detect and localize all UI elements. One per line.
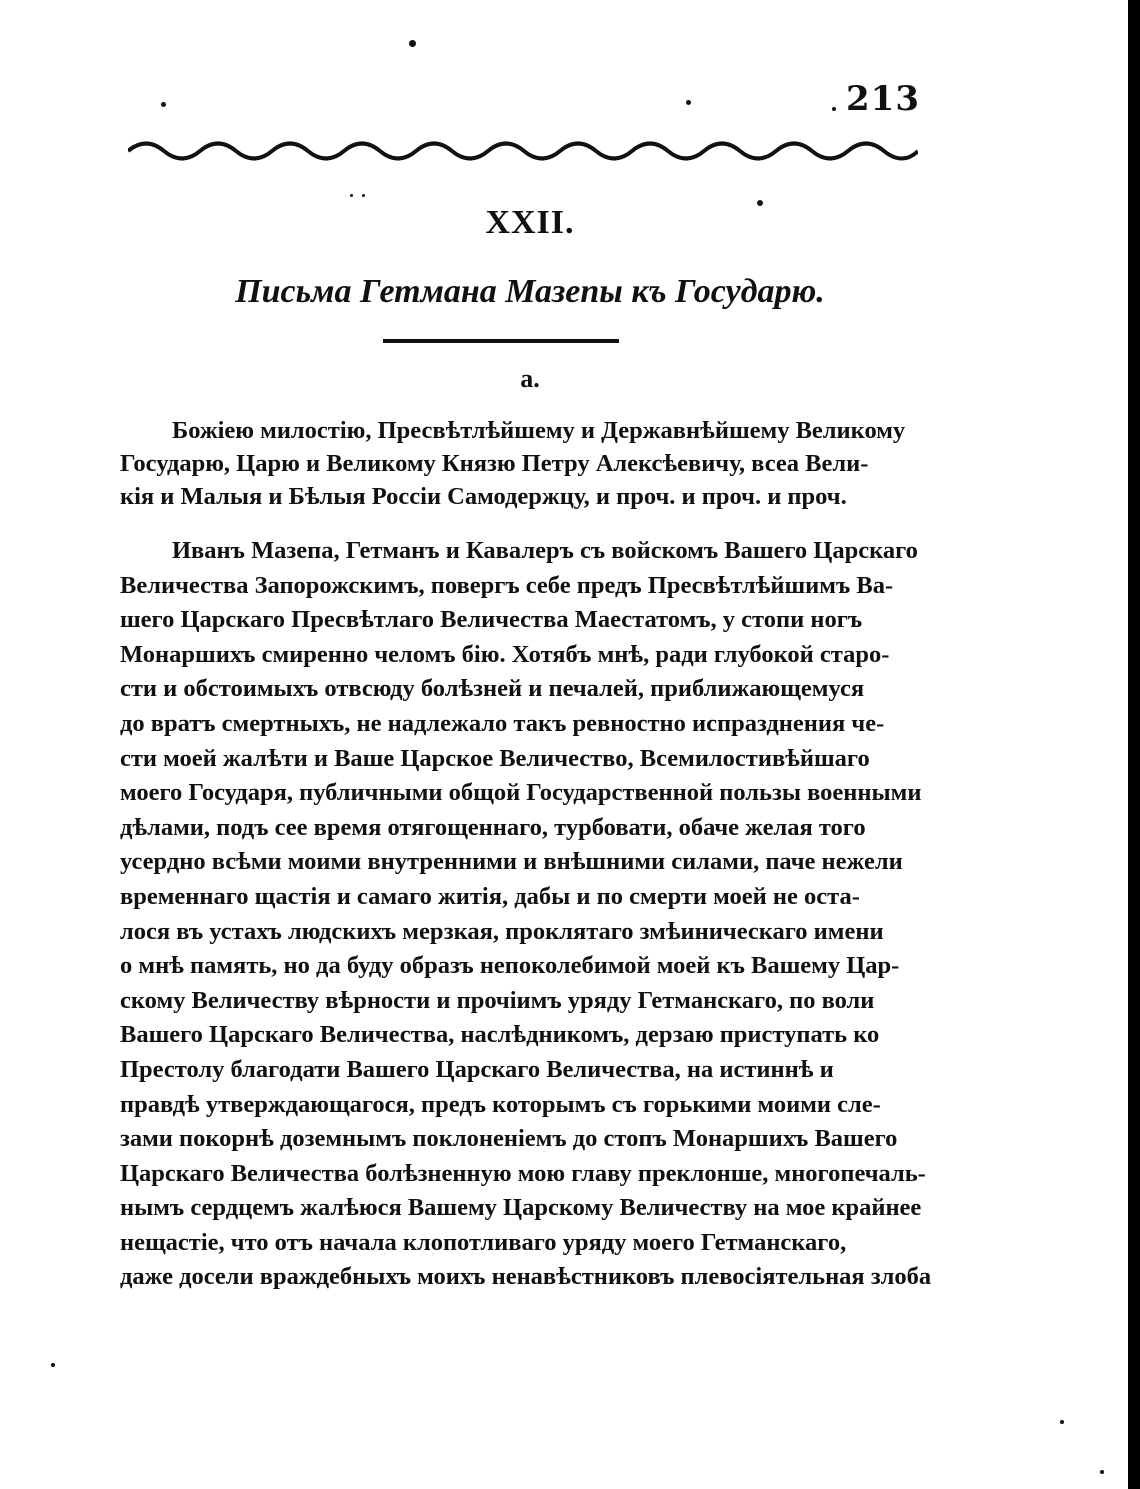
- page-number: 213: [846, 79, 920, 119]
- body-line: временнаго щастiя и самаго житiя, дабы и по смерти моей не оста-: [120, 882, 860, 910]
- title-divider: [383, 339, 619, 343]
- letter-label: а.: [520, 364, 540, 393]
- body-line: Царскаго Величества болѣзненную мою главу преклонше, многопечаль-: [120, 1159, 926, 1187]
- chapter-number: XXII.: [485, 204, 575, 241]
- scan-speck: [757, 200, 763, 206]
- scan-speck: [686, 100, 691, 105]
- scan-speck: [832, 107, 836, 111]
- body-line: сти моей жалѣти и Ваше Царское Величество, Всемилостивѣйшаго: [120, 744, 870, 772]
- salutation-line: Божiею милостiю, Пресвѣтлѣйшему и Державнѣйшему Великому: [172, 417, 906, 444]
- body-line: нещастiе, что отъ начала клопотливаго уряду моего Гетманскаго,: [120, 1228, 847, 1256]
- body-line: дѣлами, подъ сее время отягощеннаго, турбовати, обаче желая того: [120, 813, 866, 841]
- letter-body: [120, 534, 932, 1295]
- scan-speck: [1100, 1470, 1104, 1474]
- body-line: Вашего Царскаго Величества, наслѣдникомъ, дерзаю приступать ко: [120, 1021, 880, 1049]
- body-line: шего Царскаго Пресвѣтлаго Величества Маестатомъ, у стопи ногъ: [120, 606, 863, 634]
- body-line: зами покорнѣ доземнымъ поклоненiемъ до стопъ Монаршихъ Вашего: [120, 1125, 898, 1153]
- body-line: скому Величеству вѣрности и прочiимъ уряду Гетманскаго, по воли: [120, 986, 875, 1014]
- ornamental-wavy-rule: [128, 135, 918, 165]
- scan-speck: [362, 194, 365, 197]
- body-line: о мнѣ память, но да буду образъ непоколебимой моей къ Вашему Цар-: [120, 952, 900, 980]
- scan-speck: [409, 40, 416, 47]
- body-line: лося въ устахъ людскихъ мерзкая, проклятаго змѣиническаго имени: [120, 917, 884, 945]
- scan-speck: [350, 194, 353, 197]
- body-line: до вратъ смертныхъ, не надлежало такъ ревностно испразднения че-: [120, 709, 885, 737]
- salutation-line: кiя и Малыя и Бѣлыя Россiи Самодержцу, и проч. и проч. и проч.: [120, 483, 847, 510]
- body-line: Престолу благодати Вашего Царскаго Величества, на истиннѣ и: [120, 1055, 834, 1083]
- salutation-line: Государю, Царю и Великому Князю Петру Алексѣевичу, всеа Вели-: [120, 450, 869, 477]
- scan-speck: [51, 1363, 55, 1367]
- scan-speck: [1060, 1420, 1064, 1424]
- scan-edge: [1128, 0, 1140, 1489]
- body-line: Монаршихъ смиренно челомъ бiю. Хотябъ мнѣ, ради глубокой старо-: [120, 640, 890, 668]
- salutation-block: [120, 414, 925, 513]
- chapter-title: Письма Гетмана Мазепы къ Государю.: [235, 273, 825, 310]
- body-line: нымъ сердцемъ жалѣюся Вашему Царскому Величеству на мое крайнее: [120, 1194, 922, 1222]
- body-line: моего Государя, публичными общой Государственной пользы военными: [120, 779, 922, 807]
- body-line: даже досели враждебныхъ моихъ ненавѣстниковъ плевосiятельная злоба: [120, 1263, 932, 1291]
- body-line: Иванъ Мазепа, Гетманъ и Кавалеръ съ войскомъ Вашего Царскаго: [172, 537, 918, 564]
- body-line: сти и обстоимыхъ отвсюду болѣзней и печалей, приближающемуся: [120, 675, 865, 703]
- body-line: усердно всѣми моими внутренними и внѣшними силами, паче нежели: [120, 848, 903, 876]
- body-line: правдѣ утверждающагося, предъ которымъ съ горькими моими сле-: [120, 1090, 881, 1118]
- body-line: Величества Запорожскимъ, повергъ себе предъ Пресвѣтлѣйшимъ Ва-: [120, 571, 894, 599]
- scan-speck: [161, 102, 166, 107]
